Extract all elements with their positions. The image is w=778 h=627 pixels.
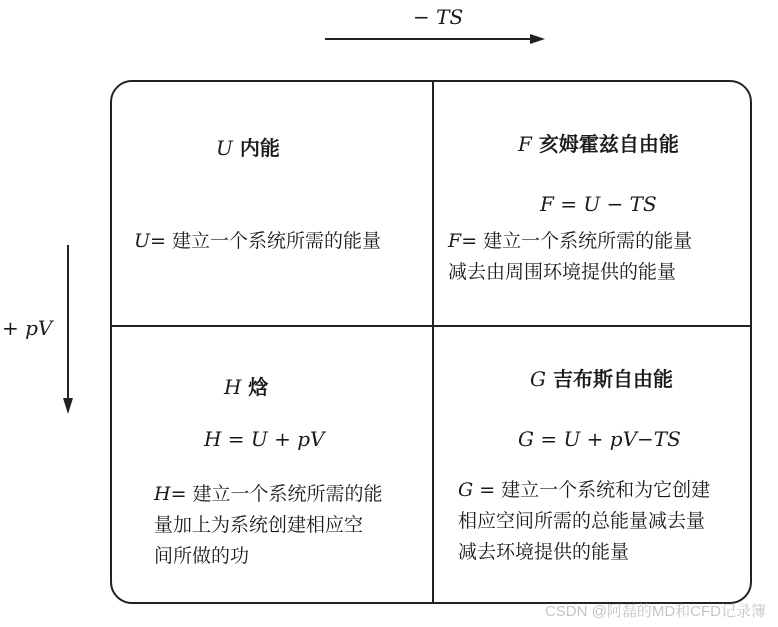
energy-quadrant-grid [110, 80, 752, 604]
cell-description [134, 226, 381, 257]
cell-title-text: 吉布斯自由能 [552, 367, 673, 391]
cell-title [530, 363, 673, 392]
desc-line: = 建立一个系统所需的能量 [150, 230, 381, 252]
desc-symbol: H [154, 483, 171, 505]
desc-symbol: F [448, 230, 462, 252]
cell-title-text: 内能 [239, 136, 280, 160]
cell-formula: H = U + pV [204, 427, 325, 451]
left-axis-label: + pV [2, 316, 53, 340]
desc-line: 间所做的功 [154, 545, 250, 567]
cell-title [216, 132, 280, 161]
cell-gibbs-free-energy [434, 327, 754, 606]
desc-symbol: G [458, 479, 474, 501]
cell-formula: F = U − TS [540, 192, 657, 216]
cell-formula: G = U + pV−TS [518, 427, 681, 451]
cell-helmholtz-free-energy [434, 82, 754, 325]
cell-title [518, 128, 679, 157]
top-axis-label: − TS [413, 5, 464, 29]
cell-title [224, 371, 268, 400]
cell-title-text: 焓 [248, 375, 269, 399]
cell-description [448, 226, 692, 288]
cell-enthalpy [112, 327, 432, 606]
left-arrow [63, 245, 73, 414]
cell-description [458, 475, 710, 568]
cell-symbol: H [224, 375, 242, 399]
desc-line: 减去由周围环境提供的能量 [448, 261, 677, 283]
desc-symbol: U [134, 230, 151, 252]
cell-symbol: U [216, 136, 233, 160]
desc-line: 相应空间所需的总能量减去量 [458, 510, 706, 532]
desc-line: = 建立一个系统所需的能量 [461, 230, 693, 252]
top-arrow [325, 34, 545, 44]
cell-symbol: F [518, 132, 532, 156]
desc-line: 减去环境提供的能量 [458, 541, 630, 563]
cell-internal-energy [112, 82, 432, 325]
desc-line: 量加上为系统创建相应空 [154, 514, 364, 536]
watermark: CSDN @阿磊的MD和CFD记录簿 [544, 603, 766, 620]
desc-line: = 建立一个系统和为它创建 [473, 479, 711, 501]
cell-description [154, 479, 383, 572]
desc-line: = 建立一个系统所需的能 [170, 483, 383, 505]
cell-symbol: G [530, 367, 546, 391]
cell-title-text: 亥姆霍兹自由能 [538, 132, 679, 156]
